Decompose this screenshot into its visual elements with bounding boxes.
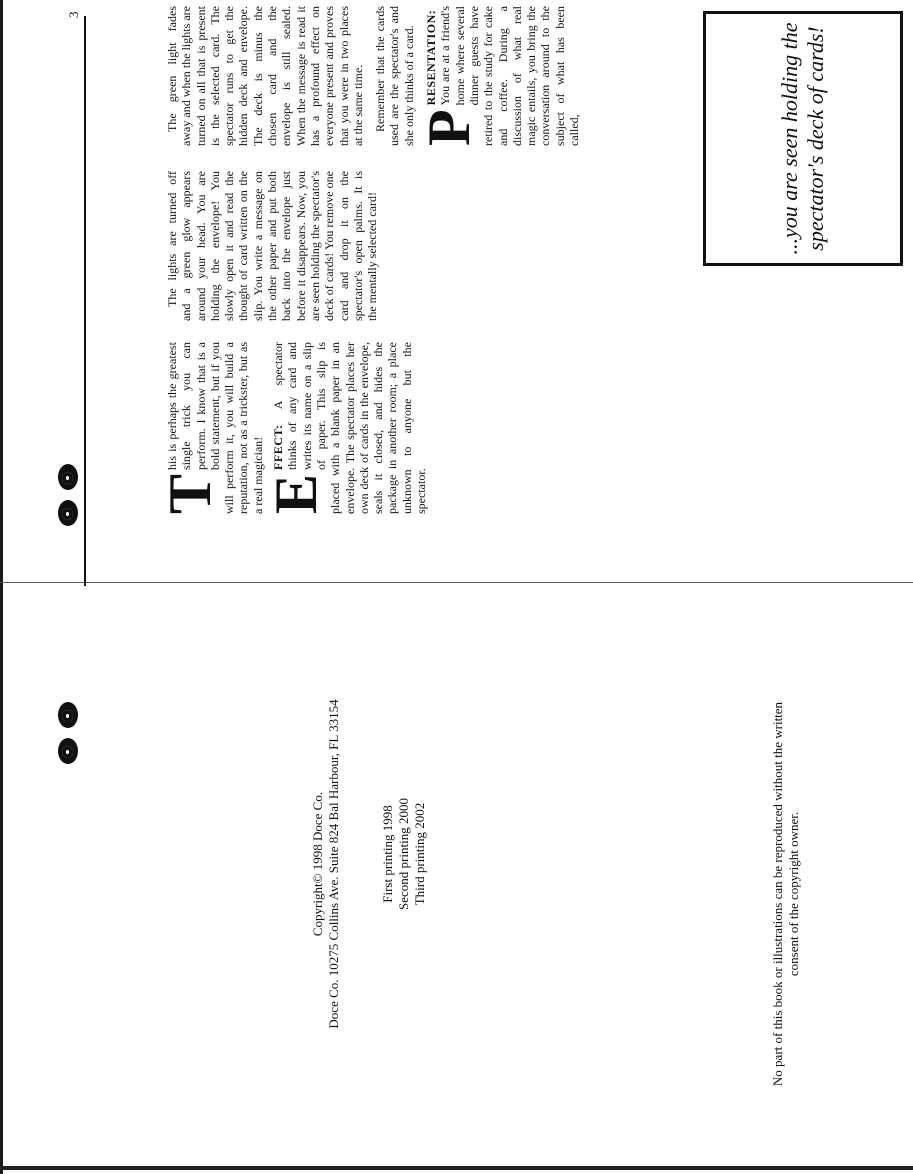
section-heading: FFECT:: [271, 424, 286, 470]
presentation-paragraph: [416, 6, 582, 146]
copyright-line: Copyright© 1998 Doce Co.: [310, 791, 325, 937]
effect-paragraph: [263, 342, 429, 514]
printing-line: Third printing 2002: [412, 802, 427, 906]
section-heading: RESENTATION:: [424, 9, 439, 106]
intro-paragraph: [157, 342, 265, 514]
intro-text: his is perhaps the greatest single trick you can perform. I know that is a bold statement, but if you will perform it, you will build a reputation, not as a trickster, but as a real magician!: [165, 342, 265, 514]
address-line: Doce Co. 10275 Collins Ave. Suite 824 Bal Harbour, FL 33154: [326, 699, 341, 1029]
presentation-text: You are at a friend's home where several dinner guests have retired to the study for cake and coffee. During a discussion of what real magic entails, you bring the conversation around to the subject of what has been called,: [438, 6, 582, 146]
dropcap: P: [416, 109, 483, 146]
eye-icon: [58, 702, 78, 728]
printing-line: First printing 1998: [380, 805, 395, 903]
eye-icon: [58, 738, 78, 764]
eye-logo: [58, 702, 78, 764]
page-3: [0, 0, 913, 586]
header-rule: [84, 16, 86, 586]
eye-logo: [58, 464, 78, 526]
callout-text: ...you are seen holding the spectator's deck of cards!: [777, 22, 828, 255]
copyright-page: [0, 594, 913, 1174]
page-number: 3: [66, 11, 81, 18]
green-light-paragraph: The green light fades away and when the lights are turned on all that is present is the selected card. The spectator runs to get the hidden deck and envelope. The deck is minus the chosen card and the envelope is still sealed. When the message is read it has a profound effect on everyone present and proves that you were in two places at the same time.: [165, 6, 365, 146]
printing-line: Second printing 2000: [396, 798, 411, 910]
column-2: [165, 171, 379, 321]
legal-line: No part of this book or illustrations can be reproduced without the written: [770, 701, 785, 1087]
printing-history: [380, 754, 428, 954]
callout-box: [703, 11, 903, 266]
eye-icon: [58, 500, 78, 526]
dropcap: E: [263, 473, 330, 514]
remember-paragraph: Remember that the cards used are the spectator's and she only thinks of a card.: [373, 6, 416, 146]
column-1: [157, 342, 429, 514]
eye-icon: [58, 464, 78, 490]
lights-paragraph: The lights are turned off and a green glow appears around your head. You are holding the envelope! You slowly open it and read the thought of card written on the slip. You write a message on the other paper and put both back into the envelope just before it disappears. Now, you are seen holding the spectator's deck of cards! You remove one card and drop it on the spectator's open palms. It is the mentally selected card!: [165, 171, 380, 321]
legal-notice: [770, 634, 802, 1154]
effect-text: A spectator thinks of any card and writes its name on a slip of paper. This slip is placed with a blank paper in an envelope. The spectator places her own deck of cards in the envelope, seals it closed, and hides the package in another room; a place unknown to anyone but the spectator.: [271, 342, 429, 514]
copyright-block: [310, 644, 342, 1084]
column-3: [165, 6, 581, 146]
dropcap: T: [157, 473, 223, 514]
legal-line: consent of the copyright owner.: [786, 811, 801, 977]
